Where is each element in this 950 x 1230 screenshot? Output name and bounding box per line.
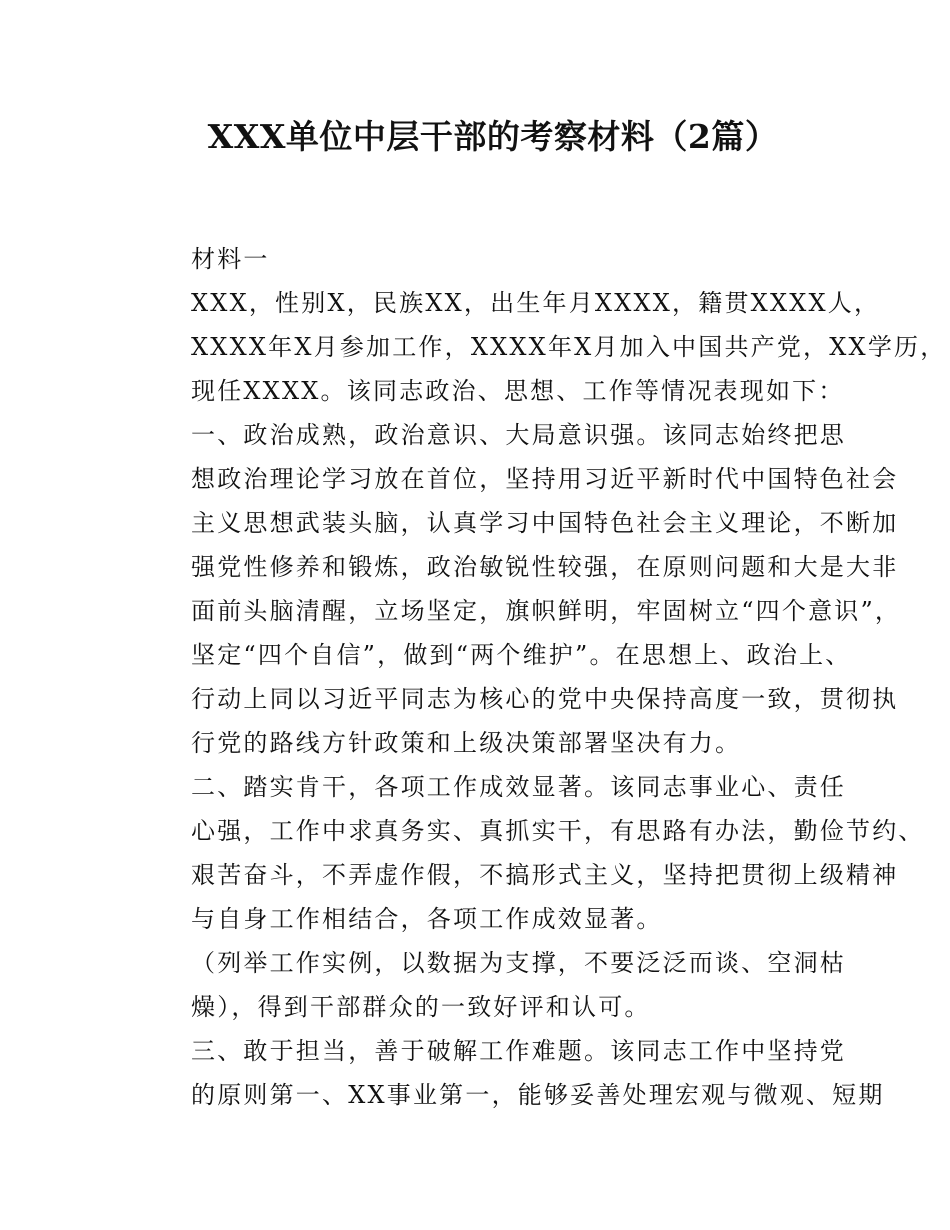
text-line: 的原则第一、XX事业第一，能够妥善处理宏观与微观、短期 [191,1081,885,1109]
text-line: 燥），得到干部群众的一致好评和认可。 [191,993,651,1021]
text-line: 主义思想武装头脑，认真学习中国特色社会主义理论，不断加 [191,509,899,537]
text-line: 心强，工作中求真务实、真抓实干，有思路有办法，勤俭节约、 [191,817,925,845]
text-line: 二、踏实肯干，各项工作成效显著。该同志事业心、责任 [191,773,846,801]
text-line: XXX，性别X，民族XX，出生年月XXXX，籍贯XXXX人， [191,289,881,317]
text-line: 行党的路线方针政策和上级决策部署坚决有力。 [191,729,742,757]
text-line: 现任XXXX。该同志政治、思想、工作等情况表现如下： [191,377,845,405]
text-line: 材料一 [191,245,270,273]
text-line: 艰苦奋斗，不弄虚作假，不搞形式主义，坚持把贯彻上级精神 [191,861,899,889]
text-line: 与自身工作相结合，各项工作成效显著。 [191,905,663,933]
text-line: 想政治理论学习放在首位，坚持用习近平新时代中国特色社会 [191,465,899,493]
paragraph-section-two [143,765,925,941]
text-line: （列举工作实例，以数据为支撑，不要泛泛而谈、空洞枯 [191,949,846,977]
text-line: 三、敢于担当，善于破解工作难题。该同志工作中坚持党 [191,1037,846,1065]
document-body [143,237,947,1117]
text-line: 行动上同以习近平同志为核心的党中央保持高度一致，贯彻执 [191,685,899,713]
text-line: 一、政治成熟，政治意识、大局意识强。该同志始终把思 [191,421,846,449]
paragraph-work-examples [143,941,846,1029]
text-line: 面前头脑清醒，立场坚定，旗帜鲜明，牢固树立“四个意识”， [191,597,902,625]
paragraph-material-label [143,237,823,281]
text-line: XXXX年X月参加工作，XXXX年X月加入中国共产党，XX学历， [191,333,947,361]
text-line: 坚定“四个自信”，做到“两个维护”。在思想上、政治上、 [191,641,852,669]
paragraph-section-one [143,413,902,765]
document-title: XXX单位中层干部的考察材料（2篇） [207,117,779,156]
paragraph-personal-info [143,281,947,413]
paragraph-section-three [143,1029,885,1117]
text-line: 强党性修养和锻炼，政治敏锐性较强，在原则问题和大是大非 [191,553,899,581]
